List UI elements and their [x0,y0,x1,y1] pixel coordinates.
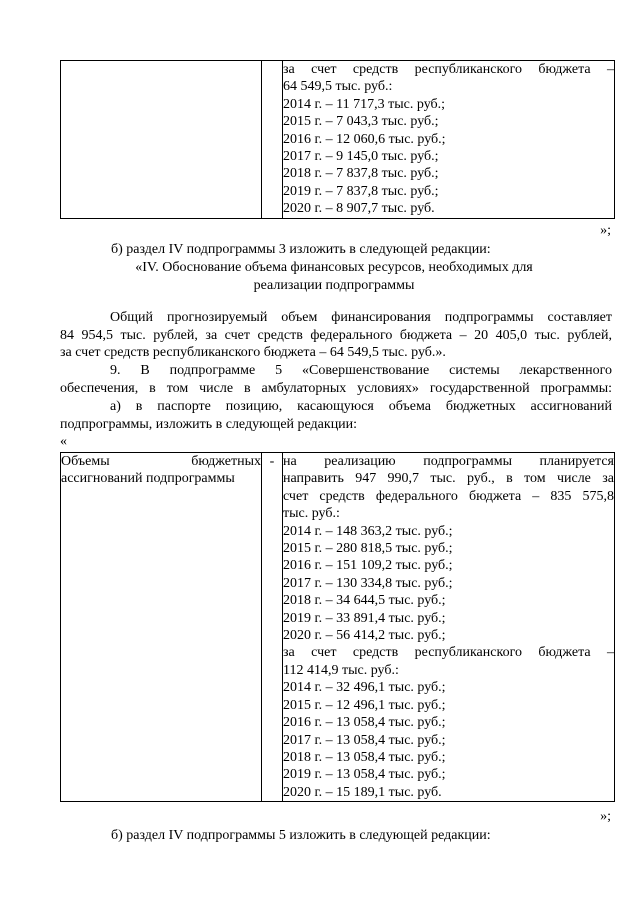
table-line: 2019 г. – 13 058,4 тыс. руб.; [283,767,446,783]
table-row [61,453,615,802]
table-line: 2017 г. – 13 058,4 тыс. руб.; [283,732,446,748]
paragraph-a [60,398,612,433]
table-line: 2019 г. – 33 891,4 тыс. руб.; [283,610,446,626]
paragraph-line: за счет средств республиканского бюджета – 64 549,5 тыс. руб.». [60,345,446,361]
paragraph-line: Общий прогнозируемый объем финансирования подпрограммы составляет [110,310,612,325]
table-line: 2016 г. – 151 109,2 тыс. руб.; [283,558,453,574]
paragraph-line: 9. В подпрограмме 5 «Совершенствование системы лекарственного [110,363,612,378]
table-line: 2014 г. – 32 496,1 тыс. руб.; [283,680,446,696]
item-b-subprogram-5: б) раздел IV подпрограммы 5 изложить в следующей редакции: [111,828,491,843]
table-line: 2014 г. – 148 363,2 тыс. руб.; [283,523,453,539]
table-line: на реализацию подпрограммы планируется [283,454,614,469]
table-line: ассигнований подпрограммы [61,471,235,487]
opening-quote: « [60,434,67,449]
table-row [61,61,615,219]
paragraph-line: а) в паспорте позицию, касающуюся объема бюджетных ассигнований [110,399,612,414]
section-heading-line-1: «IV. Обоснование объема финансовых ресурсов, необходимых для [135,260,533,275]
table-line: 112 414,9 тыс. руб.: [283,662,399,678]
table-line: 2020 г. – 56 414,2 тыс. руб.; [283,628,446,644]
section-heading-line-2: реализации подпрограммы [253,278,415,293]
table-line: 2015 г. – 7 043,3 тыс. руб.; [283,114,439,130]
table-line: 2017 г. – 130 334,8 тыс. руб.; [283,575,453,591]
paragraph-line: обеспечения, в том числе в амбулаторных условиях» государственной программы: [60,380,612,396]
table-cell-value [283,453,615,802]
table-cell-label [61,453,262,802]
table-line: 2018 г. – 7 837,8 тыс. руб.; [283,166,439,182]
paragraph-9 [60,362,612,397]
item-b-subprogram-3: б) раздел IV подпрограммы 3 изложить в следующей редакции: [111,242,491,257]
table-line: Объемы бюджетных [61,454,261,469]
table-cell-label [61,61,262,219]
paragraph-line: подпрограммы, изложить в следующей редакции: [60,416,358,432]
table-cell-dash [262,453,283,802]
table-line: 2020 г. – 8 907,7 тыс. руб. [283,201,435,217]
table-line: за счет средств республиканского бюджета – [283,62,614,77]
table-line: 2016 г. – 12 060,6 тыс. руб.; [283,131,446,147]
table-line: тыс. руб.: [283,506,340,522]
table-line: направить 947 990,7 тыс. руб., в том числе за [283,471,614,487]
paragraph-line: 84 954,5 тыс. рублей, за счет средств федерального бюджета – 20 405,0 тыс. рублей, [60,327,612,343]
closing-quote-2: »; [600,809,611,824]
budget-table-subprogram-3 [60,60,615,219]
table-line: 64 549,5 тыс. руб.: [283,79,393,95]
table-line: за счет средств республиканского бюджета – [283,645,614,661]
table-line: 2014 г. – 11 717,3 тыс. руб.; [283,96,446,112]
table-line: 2018 г. – 34 644,5 тыс. руб.; [283,593,446,609]
table-cell-value [283,61,615,219]
table-line: 2016 г. – 13 058,4 тыс. руб.; [283,715,446,731]
table-line: 2019 г. – 7 837,8 тыс. руб.; [283,183,439,199]
budget-table-subprogram-5 [60,452,615,802]
table-line: 2015 г. – 280 818,5 тыс. руб.; [283,541,453,557]
table-line: счет средств федерального бюджета – 835 575,8 [283,488,614,504]
table-line: 2020 г. – 15 189,1 тыс. руб. [283,784,442,800]
paragraph-total-financing [60,309,612,362]
table-line: 2017 г. – 9 145,0 тыс. руб.; [283,149,439,165]
table-line: 2015 г. – 12 496,1 тыс. руб.; [283,697,446,713]
table-line: 2018 г. – 13 058,4 тыс. руб.; [283,749,446,765]
closing-quote: »; [600,223,611,238]
table-dash: - [269,454,275,469]
table-cell-dash [262,61,283,219]
